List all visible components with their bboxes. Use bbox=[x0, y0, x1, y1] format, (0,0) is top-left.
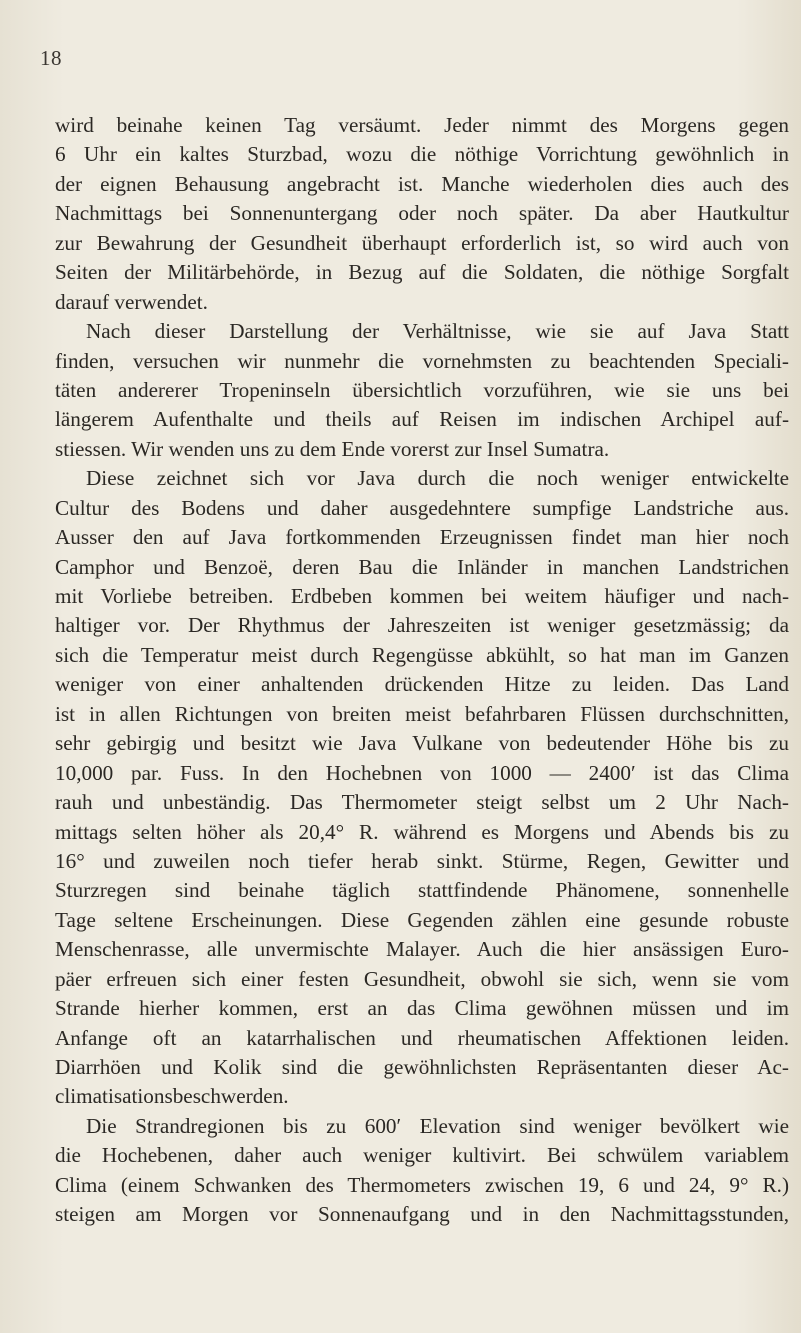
text-line: der eignen Behausung angebracht ist. Manche wiederholen dies auch des bbox=[55, 171, 789, 196]
text-line: Diese zeichnet sich vor Java durch die noch weniger entwickelte bbox=[86, 466, 789, 491]
text-line: längerem Aufenthalte und theils auf Reisen im indischen Archipel auf- bbox=[55, 407, 789, 432]
text-line: Diarrhöen und Kolik sind die gewöhnlichsten Repräsentanten dieser Ac- bbox=[55, 1055, 789, 1079]
body-text bbox=[55, 111, 789, 1230]
text-line: die Hochebenen, daher auch weniger kultivirt. Bei schwülem variablem bbox=[55, 1143, 789, 1168]
text-line: Anfange oft an katarrhalischen und rheumatischen Affektionen leiden. bbox=[55, 1025, 789, 1050]
text-line: 6 Uhr ein kaltes Sturzbad, wozu die nöthige Vorrichtung gewöhnlich in bbox=[55, 142, 789, 167]
text-line: päer erfreuen sich einer festen Gesundheit, obwohl sie sich, wenn sie vom bbox=[55, 966, 789, 991]
text-line: sehr gebirgig und besitzt wie Java Vulkane von bedeutender Höhe bis zu bbox=[55, 731, 789, 756]
text-line: Die Strandregionen bis zu 600′ Elevation sind weniger bevölkert wie bbox=[86, 1113, 789, 1138]
text-line: haltiger vor. Der Rhythmus der Jahreszeiten ist weniger gesetzmässig; da bbox=[55, 613, 789, 638]
text-line: täten andererer Tropeninseln übersichtlich vorzuführen, wie sie uns bei bbox=[55, 377, 789, 402]
text-line: wird beinahe keinen Tag versäumt. Jeder nimmt des Morgens gegen bbox=[55, 113, 789, 137]
text-line: Menschenrasse, alle unvermischte Malayer. Auch die hier ansässigen Euro- bbox=[55, 937, 789, 962]
text-line: mit Vorliebe betreiben. Erdbeben kommen bei weitem häufiger und nach- bbox=[55, 584, 789, 608]
text-line: ist in allen Richtungen von breiten meist befahrbaren Flüssen durchschnitten, bbox=[55, 701, 789, 726]
text-line: weniger von einer anhaltenden drückenden Hitze zu leiden. Das Land bbox=[55, 672, 789, 697]
text-line: stiessen. Wir wenden uns zu dem Ende vorerst zur Insel Sumatra. bbox=[55, 436, 610, 461]
text-line: Strande hierher kommen, erst an das Clima gewöhnen müssen und im bbox=[55, 996, 789, 1021]
text-line: Sturzregen sind beinahe täglich stattfindende Phänomene, sonnenhelle bbox=[55, 878, 789, 903]
text-line: mittags selten höher als 20,4° R. während es Morgens und Abends bis zu bbox=[55, 819, 789, 844]
text-line: sich die Temperatur meist durch Regengüsse abkühlt, so hat man im Ganzen bbox=[55, 642, 789, 667]
text-line: Nach dieser Darstellung der Verhältnisse, wie sie auf Java Statt bbox=[86, 319, 789, 344]
text-line: Clima (einem Schwanken des Thermometers zwischen 19, 6 und 24, 9° R.) bbox=[55, 1172, 789, 1197]
text-line: 10,000 par. Fuss. In den Hochebnen von 1000 — 2400′ ist das Clima bbox=[55, 760, 789, 785]
text-line: rauh und unbeständig. Das Thermometer steigt selbst um 2 Uhr Nach- bbox=[55, 790, 789, 815]
text-line: 16° und zuweilen noch tiefer herab sinkt. Stürme, Regen, Gewitter und bbox=[55, 848, 789, 873]
text-line: zur Bewahrung der Gesundheit überhaupt erforderlich ist, so wird auch von bbox=[55, 230, 789, 255]
text-line: finden, versuchen wir nunmehr die vornehmsten zu beachtenden Speciali- bbox=[55, 348, 789, 373]
text-line: Cultur des Bodens und daher ausgedehntere sumpfige Landstriche aus. bbox=[55, 495, 789, 520]
text-line: climatisationsbeschwerden. bbox=[55, 1084, 289, 1109]
text-line: Tage seltene Erscheinungen. Diese Gegenden zählen eine gesunde robuste bbox=[55, 907, 789, 932]
text-line: steigen am Morgen vor Sonnenaufgang und in den Nachmittagsstunden, bbox=[55, 1202, 789, 1227]
text-line: Ausser den auf Java fortkommenden Erzeugnissen findet man hier noch bbox=[55, 525, 789, 550]
text-line: darauf verwendet. bbox=[55, 289, 208, 314]
text-line: Camphor und Benzoë, deren Bau die Inländer in manchen Landstrichen bbox=[55, 554, 789, 579]
page-number: 18 bbox=[40, 46, 62, 70]
text-line: Nachmittags bei Sonnenuntergang oder noch später. Da aber Hautkultur bbox=[55, 201, 789, 226]
text-line: Seiten der Militärbehörde, in Bezug auf die Soldaten, die nöthige Sorgfalt bbox=[55, 260, 789, 285]
